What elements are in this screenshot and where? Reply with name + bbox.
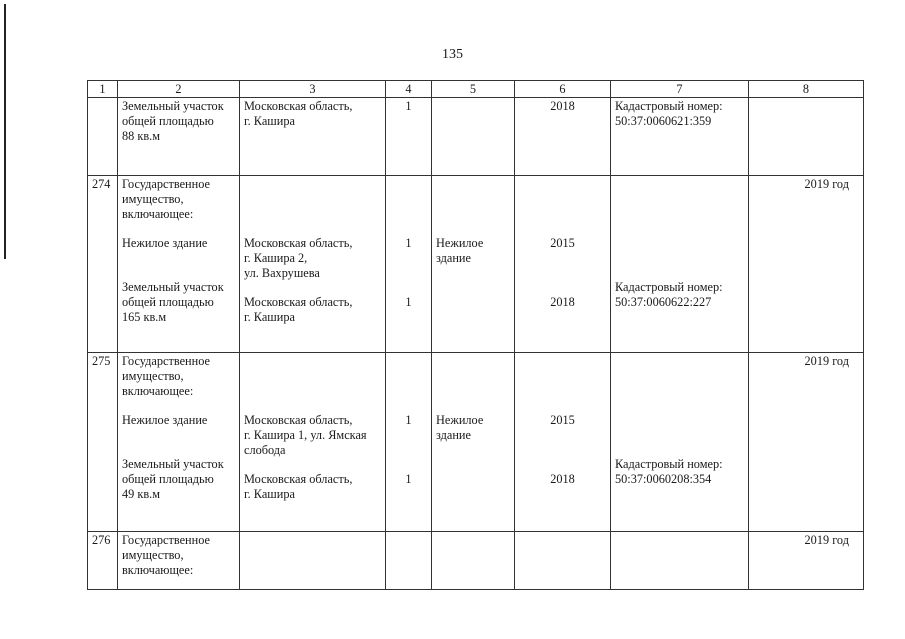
property-address: Московская область, г. Кашира 2, ул. Вахрушева xyxy=(244,236,353,280)
property-name-cell xyxy=(118,176,240,353)
column-header: 5 xyxy=(432,81,515,98)
page-number: 135 xyxy=(442,47,463,62)
property-name: Земельный участок общей площадью 49 кв.м xyxy=(122,457,224,501)
table-header-row xyxy=(88,81,864,98)
property-registry-table xyxy=(87,80,864,590)
table-row xyxy=(88,353,864,532)
property-quantity: 1 xyxy=(405,413,412,427)
property-year: 2018 xyxy=(550,295,575,309)
table-row xyxy=(88,532,864,590)
property-year: 2015 xyxy=(550,236,575,250)
address-cell xyxy=(240,532,386,590)
column-header: 6 xyxy=(515,81,611,98)
property-address: Московская область, г. Кашира xyxy=(244,99,353,128)
property-address: Московская область, г. Кашира xyxy=(244,295,353,324)
group-title: Государственное имущество, включающее: xyxy=(122,177,210,221)
property-name-cell xyxy=(118,532,240,590)
group-title: Государственное имущество, включающее: xyxy=(122,533,210,577)
column-header: 3 xyxy=(240,81,386,98)
address-cell xyxy=(240,98,386,176)
date-cell: 2019 год xyxy=(749,353,864,532)
note-cell xyxy=(611,353,749,532)
property-year: 2015 xyxy=(550,413,575,427)
row-number xyxy=(88,98,118,176)
note-cell xyxy=(611,176,749,353)
year-cell xyxy=(515,532,611,590)
group-title: Государственное имущество, включающее: xyxy=(122,354,210,398)
property-year: 2018 xyxy=(550,99,575,113)
row-number: 275 xyxy=(88,353,118,532)
column-header: 2 xyxy=(118,81,240,98)
note-cell xyxy=(611,98,749,176)
property-type: Нежилое здание xyxy=(436,236,484,265)
column-header: 8 xyxy=(749,81,864,98)
row-number: 276 xyxy=(88,532,118,590)
type-cell xyxy=(432,532,515,590)
table-row xyxy=(88,98,864,176)
row-number: 274 xyxy=(88,176,118,353)
quantity-cell xyxy=(386,176,432,353)
type-cell xyxy=(432,176,515,353)
property-quantity: 1 xyxy=(405,236,412,250)
address-cell xyxy=(240,353,386,532)
property-quantity: 1 xyxy=(405,472,412,486)
quantity-cell xyxy=(386,353,432,532)
year-cell xyxy=(515,98,611,176)
property-address: Московская область, г. Кашира 1, ул. Ямская слобода xyxy=(244,413,367,457)
property-note: Кадастровый номер: 50:37:0060621:359 xyxy=(615,99,723,128)
property-quantity: 1 xyxy=(405,295,412,309)
year-cell xyxy=(515,353,611,532)
property-name: Земельный участок общей площадью 165 кв.м xyxy=(122,280,224,324)
quantity-cell xyxy=(386,98,432,176)
scan-margin-line xyxy=(4,4,6,259)
property-name: Земельный участок общей площадью 88 кв.м xyxy=(122,99,224,143)
date-cell: 2019 год xyxy=(749,532,864,590)
property-name: Нежилое здание xyxy=(122,236,208,250)
column-header: 4 xyxy=(386,81,432,98)
column-header: 7 xyxy=(611,81,749,98)
note-cell xyxy=(611,532,749,590)
property-address: Московская область, г. Кашира xyxy=(244,472,353,501)
property-name: Нежилое здание xyxy=(122,413,208,427)
table-row xyxy=(88,176,864,353)
property-name-cell xyxy=(118,353,240,532)
year-cell xyxy=(515,176,611,353)
type-cell xyxy=(432,353,515,532)
column-header: 1 xyxy=(88,81,118,98)
property-note: Кадастровый номер: 50:37:0060622:227 xyxy=(615,280,723,309)
property-name-cell xyxy=(118,98,240,176)
property-note: Кадастровый номер: 50:37:0060208:354 xyxy=(615,457,723,486)
property-year: 2018 xyxy=(550,472,575,486)
quantity-cell xyxy=(386,532,432,590)
property-quantity: 1 xyxy=(405,99,412,113)
date-cell: 2019 год xyxy=(749,176,864,353)
type-cell xyxy=(432,98,515,176)
date-cell xyxy=(749,98,864,176)
address-cell xyxy=(240,176,386,353)
property-type: Нежилое здание xyxy=(436,413,484,442)
